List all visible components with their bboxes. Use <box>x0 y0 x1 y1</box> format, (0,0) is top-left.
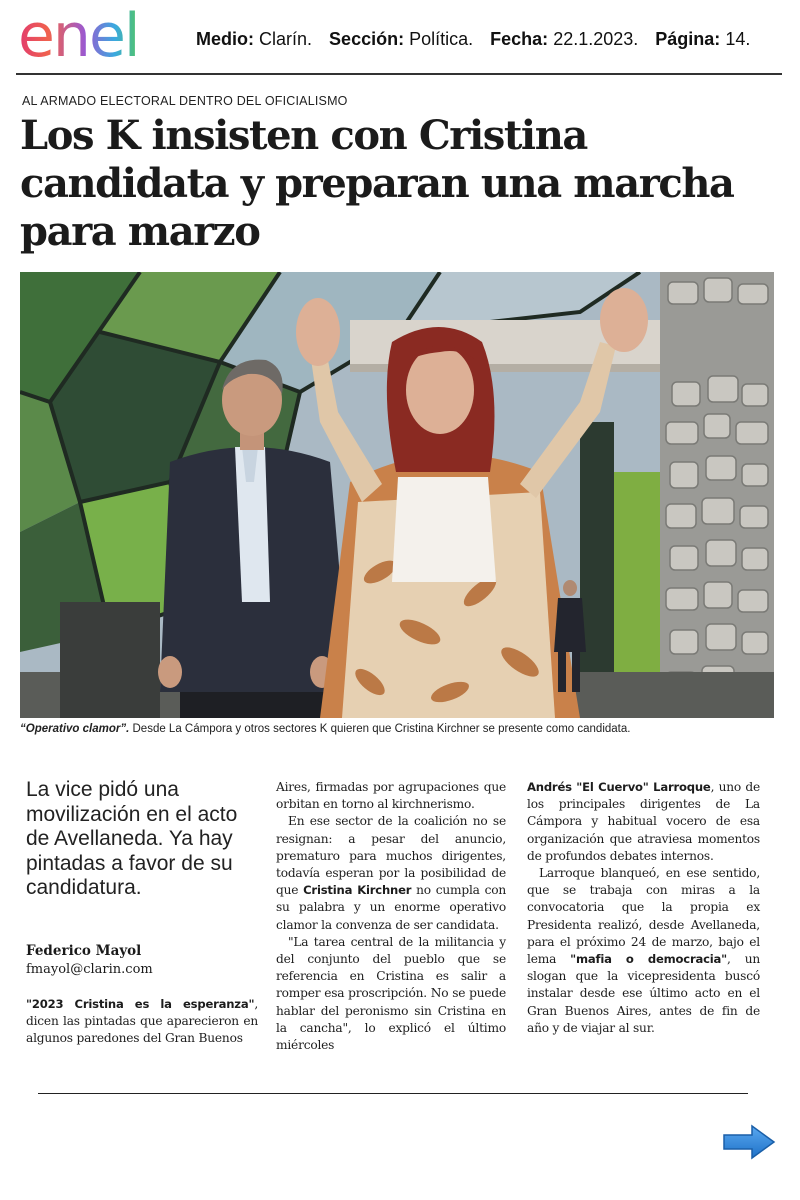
author-name: Federico Mayol <box>26 943 142 959</box>
footer-divider <box>38 1093 748 1094</box>
medio-label: Medio: <box>196 29 254 49</box>
pagina-value: 14. <box>725 29 751 49</box>
col3-p2-bold: "mafia o democracia" <box>570 952 727 967</box>
col2-p2-bold: Cristina Kirchner <box>303 883 412 898</box>
author-email[interactable]: fmayol@clarin.com <box>26 962 153 977</box>
body-column-2 <box>276 779 506 1054</box>
publication-meta <box>196 29 750 50</box>
col3-paragraph-2 <box>527 865 760 1037</box>
header-divider <box>16 73 782 75</box>
article-photo <box>20 272 774 718</box>
caption-bold: “Operativo clamor”. <box>20 723 130 735</box>
article-headline: Los K insisten con Cristina candidata y preparan una marcha para marzo <box>20 112 734 255</box>
enel-logo <box>18 1 170 71</box>
medio-value: Clarín. <box>259 29 313 49</box>
col2-p2-start: En ese sector de la coalición no se resignan: a pesar del anuncio, prematuro para muchos dirigentes, todavía esperan por la posibilidad de que <box>276 814 506 898</box>
logo-wordmark: enel <box>18 1 139 71</box>
photo-illustration <box>20 272 774 718</box>
photo-caption <box>20 723 780 735</box>
col2-paragraph-1: Aires, firmadas por agrupaciones que orbitan en torno al kirchnerismo. <box>276 780 506 812</box>
col2-p2-end: no cumpla con su palabra y un enorme operativo clamor la convenza de ser candidata. <box>276 883 506 932</box>
caption-text: Desde La Cámpora y otros sectores K quieren que Cristina Kirchner se presente como candidata. <box>129 723 631 735</box>
quote-bold: "2023 Cristina es la esperanza" <box>26 997 255 1011</box>
col3-p1-text: , uno de los principales dirigentes de La Cámpora y habitual vocero de esa organización que atraviesa momentos de profundos debates internos. <box>527 780 760 863</box>
col3-p1-bold: Andrés "El Cuervo" Larroque <box>527 780 711 794</box>
arrow-right-icon <box>722 1124 776 1160</box>
article-kicker: AL ARMADO ELECTORAL DENTRO DEL OFICIALISMO <box>22 94 348 108</box>
article-deck: La vice pidó una movilización en el acto de Avellaneda. Ya hay pintadas a favor de su candidatura. <box>26 778 238 899</box>
col1-text: , dicen las pintadas que aparecieron en algunos paredones del Gran Buenos <box>26 997 258 1046</box>
col2-paragraph-3: "La tarea central de la militancia y del conjunto del pueblo que se referencia en Cristina es salir a romper esa proscripción. No se puede hablar del peronismo sin Cristina en la cancha", lo explicó el último miércoles <box>276 934 506 1053</box>
fecha-value: 22.1.2023. <box>553 29 639 49</box>
col3-paragraph-1 <box>527 779 760 865</box>
pagina-label: Página: <box>655 29 721 49</box>
seccion-value: Política. <box>409 29 474 49</box>
fecha-label: Fecha: <box>490 29 549 49</box>
seccion-label: Sección: <box>329 29 405 49</box>
body-column-3 <box>527 779 760 1037</box>
col2-paragraph-2 <box>276 813 506 933</box>
body-column-1 <box>26 996 258 1048</box>
next-page-button[interactable] <box>722 1124 776 1160</box>
col3-p2-end: , un slogan que la vicepresidenta buscó instalar desde ese último acto en el Gran Buenos Aires, antes de fin de año y de viajar al sur. <box>527 952 760 1035</box>
col3-p2-start: Larroque blanqueó, en ese sentido, que se trabaja con miras a la convocatoria que la propia ex Presidenta realizó, desde Avellaneda, para el próximo 24 de marzo, bajo el lema <box>527 866 760 967</box>
